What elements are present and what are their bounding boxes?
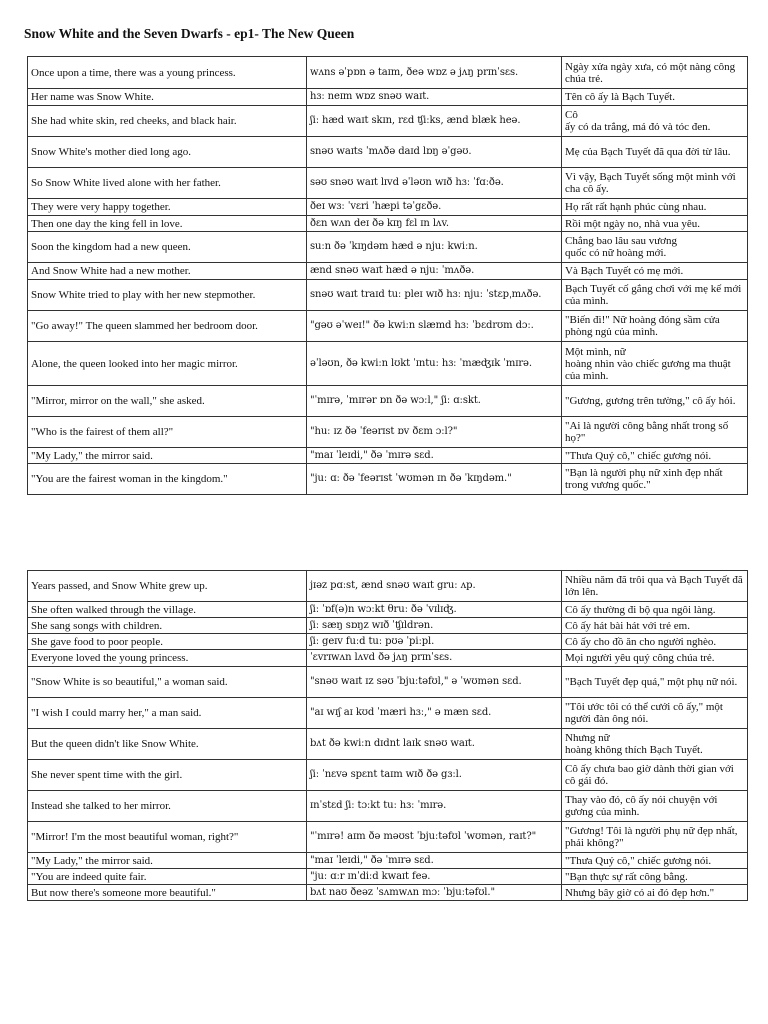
table-row	[28, 885, 748, 901]
table-row	[28, 602, 748, 618]
english-cell: Everyone loved the young princess.	[28, 650, 307, 667]
vietnamese-cell: Nhưng bây giờ có ai đó đẹp hơn."	[562, 885, 748, 901]
english-cell: "Snow White is so beautiful," a woman said.	[28, 667, 307, 698]
ipa-cell: "maɪ ˈleɪdi," ðə ˈmɪrə sɛd.	[307, 448, 562, 464]
vietnamese-cell: Mẹ của Bạch Tuyết đã qua đời từ lâu.	[562, 137, 748, 168]
ipa-cell: ænd snəʊ waɪt hæd ə njuː ˈmʌðə.	[307, 263, 562, 280]
vietnamese-cell: "Thưa Quý cô," chiếc gương nói.	[562, 853, 748, 869]
ipa-cell: jɪəz pɑːst, ænd snəʊ waɪt gruː ʌp.	[307, 571, 562, 602]
vietnamese-cell: "Tôi ước tôi có thể cưới cô ấy," một người đàn ông nói.	[562, 698, 748, 729]
ipa-cell: snəʊ waɪt traɪd tuː pleɪ wɪð hɜː njuː ˈstɛpˌmʌðə.	[307, 280, 562, 311]
table-row	[28, 57, 748, 89]
table-row	[28, 417, 748, 448]
vietnamese-cell: Cô ấy hát bài hát với trẻ em.	[562, 618, 748, 634]
ipa-cell: "maɪ ˈleɪdi," ðə ˈmɪrə sɛd.	[307, 853, 562, 869]
table-row	[28, 89, 748, 106]
ipa-cell: ðeɪ wɜː ˈvɛri ˈhæpi təˈgɛðə.	[307, 199, 562, 216]
table-row	[28, 137, 748, 168]
table-row	[28, 822, 748, 853]
vietnamese-cell: Vì vậy, Bạch Tuyết sống một mình với cha cô ấy.	[562, 168, 748, 199]
table-row	[28, 571, 748, 602]
ipa-cell: "snəʊ waɪt ɪz səʊ ˈbjuːtəfʊl," ə ˈwʊmən sɛd.	[307, 667, 562, 698]
table-row	[28, 263, 748, 280]
english-cell: Alone, the queen looked into her magic mirror.	[28, 342, 307, 386]
ipa-cell: əˈləʊn, ðə kwiːn lʊkt ˈɪntuː hɜː ˈmæʤɪk ˈmɪrə.	[307, 342, 562, 386]
english-cell: Snow White's mother died long ago.	[28, 137, 307, 168]
table-row	[28, 232, 748, 263]
vietnamese-cell: Ngày xửa ngày xưa, có một nàng công chúa trẻ.	[562, 57, 748, 89]
vietnamese-cell: Cô ấy cho đồ ăn cho người nghèo.	[562, 634, 748, 650]
english-cell: But the queen didn't like Snow White.	[28, 729, 307, 760]
ipa-cell: "gəʊ əˈweɪ!" ðə kwiːn slæmd hɜː ˈbɛdrʊm dɔː.	[307, 311, 562, 342]
table-row	[28, 760, 748, 791]
ipa-cell: "juː ɑːr ɪnˈdiːd kwaɪt feə.	[307, 869, 562, 885]
vocab-table-2	[27, 570, 748, 901]
english-cell: Years passed, and Snow White grew up.	[28, 571, 307, 602]
vietnamese-cell: "Gương! Tôi là người phụ nữ đẹp nhất, phải không?"	[562, 822, 748, 853]
ipa-cell: "ˈmɪrə, ˈmɪrər ɒn ðə wɔːl," ʃiː ɑːskt.	[307, 386, 562, 417]
table-row	[28, 618, 748, 634]
table-row	[28, 729, 748, 760]
ipa-cell: ʃiː hæd waɪt skɪn, rɛd ʧiːks, ænd blæk heə.	[307, 106, 562, 137]
vietnamese-cell: "Ai là người công bằng nhất trong số họ?"	[562, 417, 748, 448]
ipa-cell: ɪnˈstɛd ʃiː tɔːkt tuː hɜː ˈmɪrə.	[307, 791, 562, 822]
ipa-cell: "aɪ wɪʃ aɪ kʊd ˈmæri hɜː," ə mæn sɛd.	[307, 698, 562, 729]
page-title: Snow White and the Seven Dwarfs - ep1- The New Queen	[24, 26, 355, 41]
english-cell: They were very happy together.	[28, 199, 307, 216]
vietnamese-cell: Tên cô ấy là Bạch Tuyết.	[562, 89, 748, 106]
english-cell: "My Lady," the mirror said.	[28, 448, 307, 464]
table-row	[28, 650, 748, 667]
table-row	[28, 869, 748, 885]
ipa-cell: "juː ɑː ðə ˈfeərɪst ˈwʊmən ɪn ðə ˈkɪŋdəm."	[307, 464, 562, 495]
english-cell: And Snow White had a new mother.	[28, 263, 307, 280]
english-cell: Then one day the king fell in love.	[28, 216, 307, 232]
ipa-cell: snəʊ waɪts ˈmʌðə daɪd lɒŋ əˈgəʊ.	[307, 137, 562, 168]
table-row	[28, 698, 748, 729]
english-cell: She never spent time with the girl.	[28, 760, 307, 791]
table-row	[28, 791, 748, 822]
english-cell: Snow White tried to play with her new stepmother.	[28, 280, 307, 311]
ipa-cell: "huː ɪz ðə ˈfeərɪst ɒv ðɛm ɔːl?"	[307, 417, 562, 448]
vietnamese-cell: Họ rất rất hạnh phúc cùng nhau.	[562, 199, 748, 216]
english-cell: Her name was Snow White.	[28, 89, 307, 106]
ipa-cell: ʃiː sæŋ sɒŋz wɪð ˈʧɪldrən.	[307, 618, 562, 634]
ipa-cell: "ˈmɪrə! aɪm ðə məʊst ˈbjuːtəfʊl ˈwʊmən, raɪt?"	[307, 822, 562, 853]
table-row	[28, 106, 748, 137]
vietnamese-cell: "Bạn là người phụ nữ xinh đẹp nhất trong vương quốc."	[562, 464, 748, 495]
english-cell: She gave food to poor people.	[28, 634, 307, 650]
ipa-cell: hɜː neɪm wɒz snəʊ waɪt.	[307, 89, 562, 106]
english-cell: "Who is the fairest of them all?"	[28, 417, 307, 448]
ipa-cell: ðɛn wʌn deɪ ðə kɪŋ fɛl ɪn lʌv.	[307, 216, 562, 232]
english-cell: "Mirror, mirror on the wall," she asked.	[28, 386, 307, 417]
vocab-table-1	[27, 56, 748, 495]
english-cell: She sang songs with children.	[28, 618, 307, 634]
vietnamese-cell: Chẳng bao lâu sau vương quốc có nữ hoàng mới.	[562, 232, 748, 263]
table-row	[28, 168, 748, 199]
vietnamese-cell: Nhiều năm đã trôi qua và Bạch Tuyết đã lớn lên.	[562, 571, 748, 602]
english-cell: "My Lady," the mirror said.	[28, 853, 307, 869]
english-cell: "Go away!" The queen slammed her bedroom door.	[28, 311, 307, 342]
english-cell: "I wish I could marry her," a man said.	[28, 698, 307, 729]
vietnamese-cell: Mọi người yêu quý công chúa trẻ.	[562, 650, 748, 667]
english-cell: But now there's someone more beautiful."	[28, 885, 307, 901]
ipa-cell: bʌt ðə kwiːn dɪdnt laɪk snəʊ waɪt.	[307, 729, 562, 760]
ipa-cell: wʌns əˈpɒn ə taɪm, ðeə wɒz ə jʌŋ prɪnˈsɛs.	[307, 57, 562, 89]
vietnamese-cell: "Gương, gương trên tường," cô ấy hỏi.	[562, 386, 748, 417]
ipa-cell: ʃiː ˈnɛvə spɛnt taɪm wɪð ðə gɜːl.	[307, 760, 562, 791]
ipa-cell: suːn ðə ˈkɪŋdəm hæd ə njuː kwiːn.	[307, 232, 562, 263]
ipa-cell: ʃiː geɪv fuːd tuː pʊə ˈpiːpl.	[307, 634, 562, 650]
vietnamese-cell: Và Bạch Tuyết có mẹ mới.	[562, 263, 748, 280]
vietnamese-cell: Nhưng nữ hoàng không thích Bạch Tuyết.	[562, 729, 748, 760]
vietnamese-cell: "Bạch Tuyết đẹp quá," một phụ nữ nói.	[562, 667, 748, 698]
vietnamese-cell: Thay vào đó, cô ấy nói chuyện với gương của mình.	[562, 791, 748, 822]
ipa-cell: bʌt naʊ ðeəz ˈsʌmwʌn mɔː ˈbjuːtəfʊl."	[307, 885, 562, 901]
table-row	[28, 448, 748, 464]
vietnamese-cell: Rồi một ngày no, nhà vua yêu.	[562, 216, 748, 232]
table-row	[28, 199, 748, 216]
table-row	[28, 634, 748, 650]
ipa-cell: səʊ snəʊ waɪt lɪvd əˈləʊn wɪð hɜː ˈfɑːðə.	[307, 168, 562, 199]
vietnamese-cell: "Thưa Quý cô," chiếc gương nói.	[562, 448, 748, 464]
table-row	[28, 386, 748, 417]
table-row	[28, 667, 748, 698]
english-cell: She often walked through the village.	[28, 602, 307, 618]
english-cell: "Mirror! I'm the most beautiful woman, right?"	[28, 822, 307, 853]
table-row	[28, 342, 748, 386]
english-cell: "You are indeed quite fair.	[28, 869, 307, 885]
table-row	[28, 216, 748, 232]
ipa-cell: ʃiː ˈɒf(ə)n wɔːkt θruː ðə ˈvɪlɪʤ.	[307, 602, 562, 618]
table-row	[28, 280, 748, 311]
english-cell: "You are the fairest woman in the kingdom."	[28, 464, 307, 495]
vietnamese-cell: Cô ấy thường đi bộ qua ngôi làng.	[562, 602, 748, 618]
english-cell: She had white skin, red cheeks, and black hair.	[28, 106, 307, 137]
vietnamese-cell: "Biến đi!" Nữ hoàng đóng sầm cửa phòng ngủ của mình.	[562, 311, 748, 342]
table-row	[28, 853, 748, 869]
english-cell: Instead she talked to her mirror.	[28, 791, 307, 822]
english-cell: Once upon a time, there was a young princess.	[28, 57, 307, 89]
table-row	[28, 311, 748, 342]
table-row	[28, 464, 748, 495]
english-cell: So Snow White lived alone with her father.	[28, 168, 307, 199]
vietnamese-cell: Cô ấy có da trắng, má đỏ và tóc đen.	[562, 106, 748, 137]
vietnamese-cell: Bạch Tuyết cố gắng chơi với mẹ kế mới của mình.	[562, 280, 748, 311]
vietnamese-cell: "Bạn thực sự rất công bằng.	[562, 869, 748, 885]
vietnamese-cell: Cô ấy chưa bao giờ dành thời gian với cô gái đó.	[562, 760, 748, 791]
english-cell: Soon the kingdom had a new queen.	[28, 232, 307, 263]
vietnamese-cell: Một mình, nữ hoàng nhìn vào chiếc gương ma thuật của mình.	[562, 342, 748, 386]
ipa-cell: ˈɛvrɪwʌn lʌvd ðə jʌŋ prɪnˈsɛs.	[307, 650, 562, 667]
